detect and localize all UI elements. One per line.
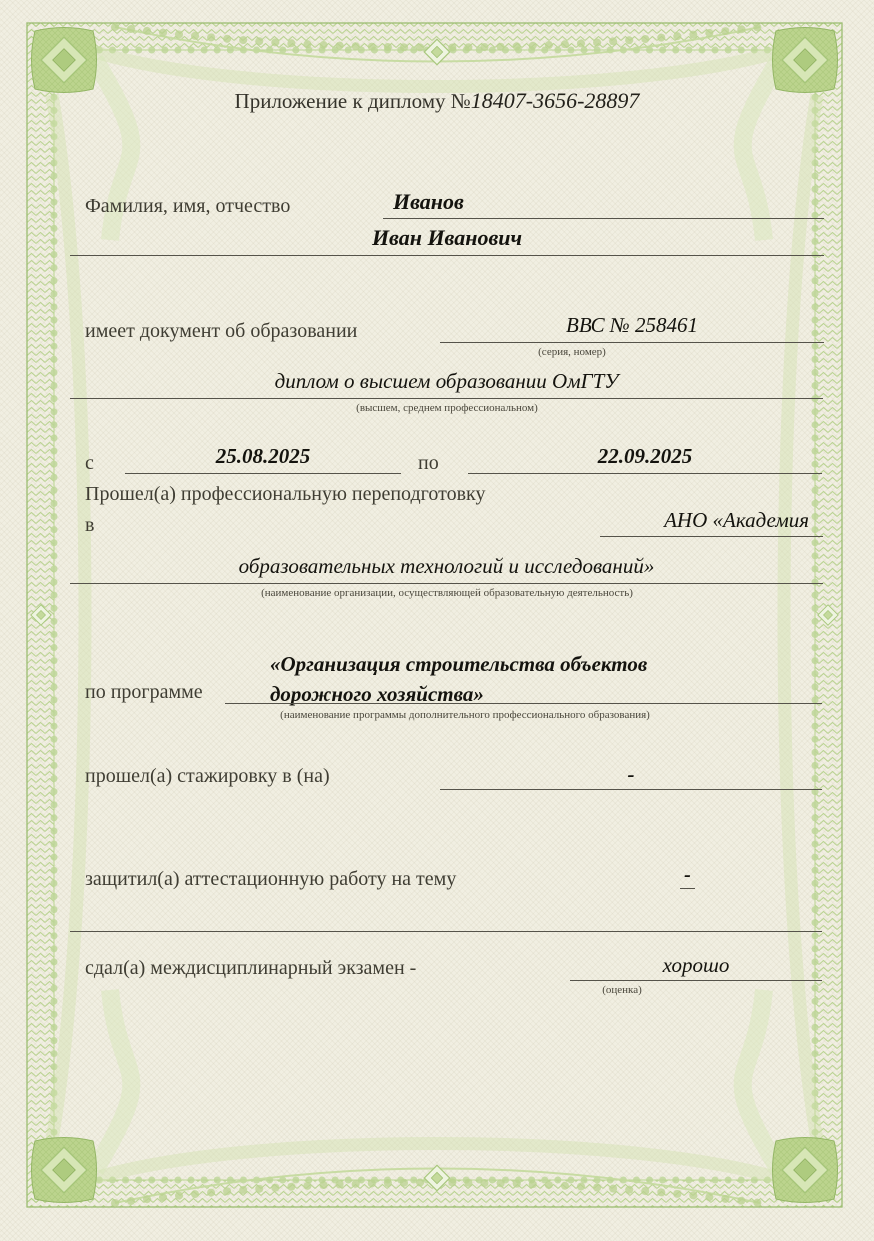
internship-field: - [440,760,822,790]
program-name-field [270,649,750,709]
surname-field: Иванов [383,188,824,219]
doc-type-caption: (высшем, среднем профессиональном) [356,402,538,414]
period-to-label: по [418,452,439,474]
thesis-underline [70,931,822,932]
internship-label: прошел(а) стажировку в (на) [85,765,330,787]
full-name-label: Фамилия, имя, отчество [85,195,291,217]
exam-label: сдал(а) междисциплинарный экзамен - [85,957,417,979]
diploma-number: 18407-3656-28897 [470,88,640,113]
period-to-field: 22.09.2025 [468,442,822,474]
given-patronymic-field: Иван Иванович [70,224,824,256]
thesis-field: - [680,864,695,889]
organization-caption: (наименование организации, осуществляющей образовательную деятельность) [261,587,633,599]
education-doc-type-field: диплом о высшем образовании ОмГТУ [70,367,823,399]
period-from-label: с [85,452,94,474]
education-doc-label: имеет документ об образовании [85,320,358,342]
program-name-line1: «Организация строительства объектов [270,652,648,676]
retraining-statement: Прошел(а) профессиональную переподготовку [85,483,486,505]
series-caption: (серия, номер) [538,346,606,358]
program-name-line2: дорожного хозяйства» [270,682,484,706]
organization-line1-field: АНО «Академия [600,506,823,537]
period-from-field: 25.08.2025 [125,442,401,474]
exam-grade-caption: (оценка) [602,984,642,996]
document-title [20,88,854,114]
thesis-label: защитил(а) аттестационную работу на тему [85,868,457,890]
program-label: по программе [85,681,203,703]
title-prefix: Приложение к диплому № [234,89,471,113]
education-doc-series-field: ВВС № 258461 [440,311,824,343]
organization-line2-field: образовательных технологий и исследований» [70,552,823,584]
program-caption: (наименование программы дополнительного профессионального образования) [280,709,650,721]
exam-grade-field: хорошо [570,951,822,981]
retraining-in-label: в [85,514,95,536]
program-underline [225,703,822,704]
